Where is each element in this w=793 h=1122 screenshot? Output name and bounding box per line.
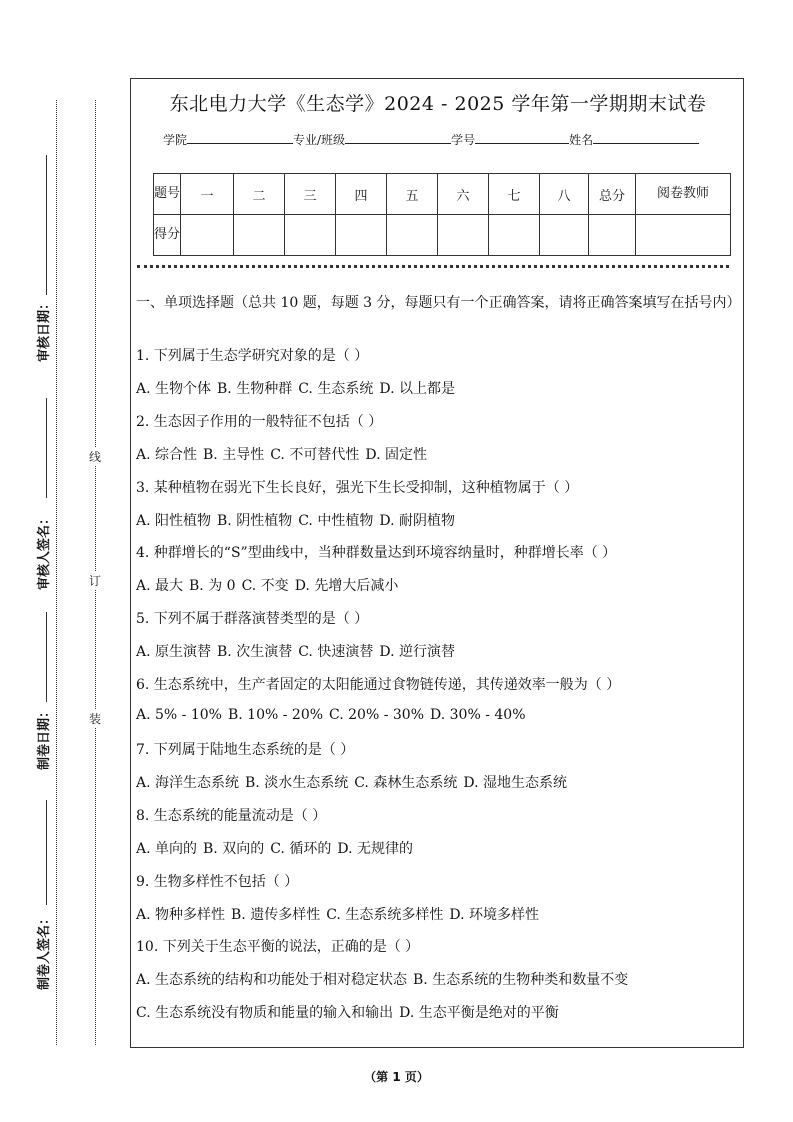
option[interactable]: C. 20% - 30%: [329, 707, 425, 723]
major-class-field[interactable]: [345, 131, 451, 144]
score-col-1: 一: [181, 174, 234, 215]
score-table-row2-head: 得分: [154, 215, 181, 256]
option[interactable]: B. 为 0: [189, 578, 236, 594]
option[interactable]: B. 生态系统的生物种类和数量不变: [413, 972, 629, 988]
binding-char-line: 线: [89, 450, 102, 464]
score-cell-8[interactable]: [540, 215, 589, 256]
exam-title: 东北电力大学《生态学》2024 - 2025 学年第一学期期末试卷: [169, 93, 707, 115]
student-info-row: [163, 131, 699, 148]
score-cell-2[interactable]: [234, 215, 285, 256]
name-label: 姓名: [569, 133, 594, 147]
option[interactable]: C. 不可替代性: [270, 447, 360, 463]
option[interactable]: C. 生态系统多样性: [326, 907, 444, 923]
question-5-options: [136, 641, 461, 661]
option[interactable]: A. 物种多样性: [136, 907, 226, 923]
option[interactable]: C. 生态系统: [298, 381, 374, 397]
option[interactable]: C. 不变: [241, 578, 289, 594]
option[interactable]: B. 双向的: [203, 841, 265, 857]
exam-frame: [130, 78, 744, 1048]
question-2: 2. 生态因子作用的一般特征不包括（ ）: [136, 414, 383, 430]
score-cell-7[interactable]: [489, 215, 540, 256]
question-1-options: [136, 378, 461, 398]
option[interactable]: D. 逆行演替: [379, 644, 455, 660]
score-cell-6[interactable]: [438, 215, 489, 256]
option[interactable]: C. 森林生态系统: [354, 775, 458, 791]
option[interactable]: B. 阴性植物: [217, 513, 293, 529]
score-cell-3[interactable]: [285, 215, 336, 256]
score-table: [153, 173, 731, 256]
college-label: 学院: [163, 133, 188, 147]
student-id-label: 学号: [451, 133, 476, 147]
option[interactable]: C. 生态系统没有物质和能量的输入和输出: [136, 1005, 394, 1021]
option[interactable]: A. 综合性: [136, 447, 198, 463]
option[interactable]: D. 以上都是: [379, 381, 455, 397]
option[interactable]: C. 中性植物: [298, 513, 374, 529]
review-date-label: 审核日期：: [37, 296, 52, 362]
option[interactable]: A. 生态系统的结构和功能处于相对稳定状态: [136, 972, 408, 988]
option[interactable]: A. 阳性植物: [136, 513, 212, 529]
option[interactable]: B. 淡水生态系统: [245, 775, 349, 791]
question-3: 3. 某种植物在弱光下生长良好，强光下生长受抑制，这种植物属于（ ）: [136, 480, 579, 496]
option[interactable]: D. 先增大后减小: [294, 578, 399, 594]
score-table-score-row: [154, 215, 731, 256]
name-field[interactable]: [593, 131, 699, 144]
binding-char-staple: 订: [89, 574, 102, 588]
question-8-options: [136, 838, 419, 858]
option[interactable]: D. 生态平衡是绝对的平衡: [399, 1005, 559, 1021]
compile-date-line: [46, 612, 47, 702]
option[interactable]: B. 遗传多样性: [231, 907, 321, 923]
score-table-header-row: [154, 174, 731, 215]
option[interactable]: A. 5% - 10%: [136, 707, 222, 723]
compiler-signature-line: [46, 800, 47, 905]
major-class-label: 专业/班级: [293, 133, 346, 147]
question-9-options: [136, 904, 545, 924]
option[interactable]: D. 固定性: [365, 447, 427, 463]
option[interactable]: B. 主导性: [203, 447, 265, 463]
question-5: 5. 下列不属于群落演替类型的是（ ）: [136, 611, 369, 627]
score-col-2: 二: [234, 174, 285, 215]
option[interactable]: D. 耐阴植物: [379, 513, 455, 529]
option[interactable]: D. 环境多样性: [449, 907, 539, 923]
student-id-field[interactable]: [475, 131, 569, 144]
question-9: 9. 生物多样性不包括（ ）: [136, 874, 299, 890]
question-7: 7. 下列属于陆地生态系统的是（ ）: [136, 742, 355, 758]
question-3-options: [136, 510, 461, 530]
question-10-options-line2: [136, 1002, 565, 1022]
score-col-6: 六: [438, 174, 489, 215]
option[interactable]: A. 生物个体: [136, 381, 212, 397]
question-1: 1. 下列属于生态学研究对象的是（ ）: [136, 348, 369, 364]
question-6-options: [136, 707, 532, 723]
score-col-7: 七: [489, 174, 540, 215]
compiler-signature-label: 制卷人签名：: [37, 911, 52, 990]
option[interactable]: A. 海洋生态系统: [136, 775, 240, 791]
question-2-options: [136, 444, 433, 464]
compile-date-label: 制卷日期：: [37, 704, 52, 770]
option[interactable]: B. 次生演替: [217, 644, 293, 660]
score-cell-grader[interactable]: [636, 215, 731, 256]
option[interactable]: D. 30% - 40%: [430, 707, 526, 723]
reviewer-signature-label: 审核人签名：: [37, 511, 52, 590]
dotted-separator: [137, 265, 729, 268]
question-6: 6. 生态系统中，生产者固定的太阳能通过食物链传递，其传递效率一般为（ ）: [136, 677, 621, 693]
option[interactable]: A. 单向的: [136, 841, 198, 857]
option[interactable]: D. 无规律的: [337, 841, 413, 857]
score-cell-1[interactable]: [181, 215, 234, 256]
option[interactable]: A. 原生演替: [136, 644, 212, 660]
option[interactable]: B. 10% - 20%: [227, 707, 324, 723]
score-cell-total[interactable]: [589, 215, 636, 256]
page-number: （第 1 页）: [364, 1070, 429, 1084]
score-table-row1-head: 题号: [154, 174, 181, 215]
score-cell-5[interactable]: [387, 215, 438, 256]
option[interactable]: C. 快速演替: [298, 644, 374, 660]
option[interactable]: A. 最大: [136, 578, 184, 594]
option[interactable]: D. 湿地生态系统: [463, 775, 567, 791]
option[interactable]: C. 循环的: [270, 841, 332, 857]
binding-char-bind: 装: [89, 712, 102, 726]
reviewer-signature-line: [46, 398, 47, 498]
option[interactable]: B. 生物种群: [217, 381, 293, 397]
question-8: 8. 生态系统的能量流动是（ ）: [136, 808, 327, 824]
score-col-8: 八: [540, 174, 589, 215]
score-cell-4[interactable]: [336, 215, 387, 256]
score-col-4: 四: [336, 174, 387, 215]
question-10-options-line1: [136, 969, 634, 989]
section-1-heading: 一、单项选择题（总共 10 题，每题 3 分，每题只有一个正确答案，请将正确答案填写在括号内）: [136, 295, 741, 311]
college-field[interactable]: [187, 131, 293, 144]
review-date-line: [46, 155, 47, 295]
question-4-options: [136, 575, 404, 595]
question-7-options: [136, 772, 573, 792]
binding-dotted-line-outer: [56, 100, 57, 1045]
question-10: 10. 下列关于生态平衡的说法，正确的是（ ）: [136, 939, 420, 955]
score-col-grader: 阅卷教师: [636, 174, 731, 215]
score-col-3: 三: [285, 174, 336, 215]
question-4: 4. 种群增长的“S”型曲线中，当种群数量达到环境容纳量时，种群增长率（ ）: [136, 545, 617, 561]
score-col-5: 五: [387, 174, 438, 215]
score-col-total: 总分: [589, 174, 636, 215]
